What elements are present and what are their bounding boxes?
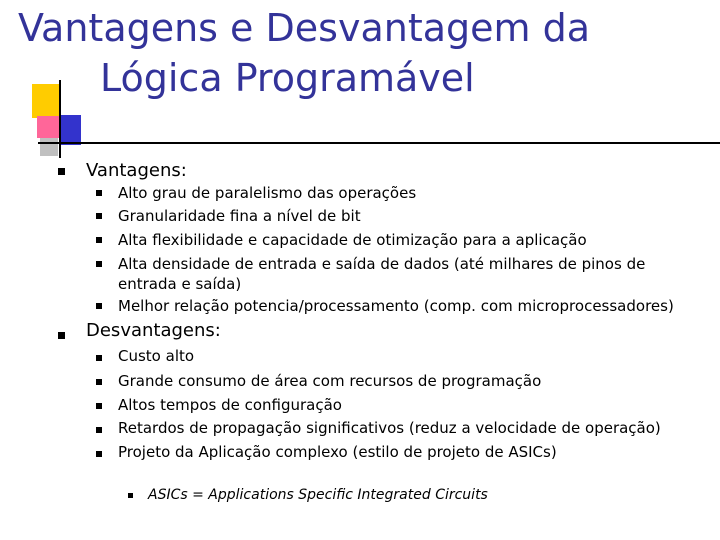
bullet-icon xyxy=(96,427,102,433)
list-item: Alto grau de paralelismo das operações xyxy=(118,184,417,202)
slide-title xyxy=(18,0,708,106)
bullet-icon xyxy=(96,355,102,361)
title-line-2: Lógica Programável xyxy=(100,56,475,100)
bullet-icon xyxy=(96,213,102,219)
list-item: Grande consumo de área com recursos de programação xyxy=(118,372,542,390)
list-item: Retardos de propagação significativos (reduz a velocidade de operação) xyxy=(118,419,661,437)
bullet-icon xyxy=(58,168,65,175)
logo-yellow-square xyxy=(32,84,60,118)
bullet-icon xyxy=(96,451,102,457)
list-item: Melhor relação potencia/processamento (comp. com microprocessadores) xyxy=(118,297,674,315)
bullet-icon xyxy=(96,237,102,243)
list-item-continuation: entrada e saída) xyxy=(118,275,242,293)
logo-blue-square xyxy=(60,115,81,145)
title-divider-line xyxy=(38,142,720,144)
list-item: Alta densidade de entrada e saída de dados (até milhares de pinos de xyxy=(118,255,646,273)
list-item: Altos tempos de configuração xyxy=(118,396,342,414)
title-line-1: Vantagens e Desvantagem da xyxy=(18,6,591,50)
bullet-icon xyxy=(128,493,133,498)
footnote-asics: ASICs = Applications Specific Integrated Circuits xyxy=(148,487,488,503)
list-item: Custo alto xyxy=(118,347,195,365)
list-item: Projeto da Aplicação complexo (estilo de projeto de ASICs) xyxy=(118,443,557,461)
list-item: Granularidade fina a nível de bit xyxy=(118,207,361,225)
bullet-icon xyxy=(96,190,102,196)
section-heading-desvantagens: Desvantagens: xyxy=(86,320,221,341)
bullet-icon xyxy=(58,332,65,339)
list-item: Alta flexibilidade e capacidade de otimização para a aplicação xyxy=(118,231,587,249)
bullet-icon xyxy=(96,379,102,385)
logo-pink-square xyxy=(37,116,59,138)
bullet-icon xyxy=(96,403,102,409)
logo-vertical-line xyxy=(59,80,61,158)
bullet-icon xyxy=(96,303,102,309)
section-heading-vantagens: Vantagens: xyxy=(86,160,187,181)
logo-grey-square xyxy=(40,138,58,156)
bullet-icon xyxy=(96,261,102,267)
